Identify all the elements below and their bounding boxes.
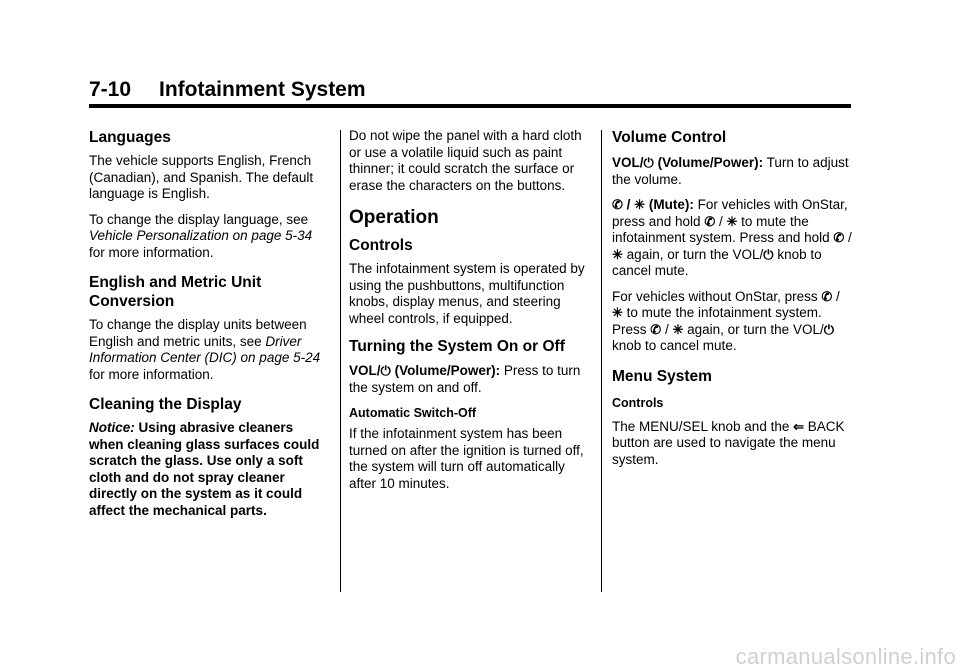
volume-control-heading: Volume Control <box>612 129 727 146</box>
cleaning-heading: Cleaning the Display <box>89 396 242 413</box>
watermark: carmanualsonline.info <box>735 644 956 669</box>
menu-system-heading: Menu System <box>612 367 712 385</box>
languages-heading: Languages <box>89 129 171 146</box>
wipe-paragraph: Do not wipe the panel with a hard cloth or use a volatile liquid such as paint thinner; it could scratch the surface or erase the characters on the buttons. <box>349 128 582 193</box>
power-icon: ⏻ <box>643 155 654 170</box>
back-arrow-icon: ⇐ <box>793 418 805 434</box>
auto-switch-off-paragraph: If the infotainment system has been turned on after the ignition is turned off, the system will turn off automatically after 10 minutes. <box>349 426 584 491</box>
phone-icon: ✆ <box>650 321 662 337</box>
units-heading: English and Metric Unit Conversion <box>89 274 262 310</box>
turning-heading: Turning the System On or Off <box>349 338 565 355</box>
notice-label: Notice: <box>89 420 135 435</box>
languages-paragraph-1: The vehicle supports English, French (Canadian), and Spanish. The default language is English. <box>89 153 314 201</box>
column-2 <box>349 128 591 492</box>
header-rule <box>89 104 851 108</box>
mute-paragraph: ✆ / ✳ (Mute): For vehicles with OnStar, press and hold ✆ / ✳ to mute the infotainment system. Press and hold ✆ / ✳ again, or turn the VOL/⏻ knob to cancel mute. <box>612 197 852 278</box>
operation-heading: Operation <box>349 207 439 228</box>
phone-icon: ✆ <box>612 197 623 212</box>
mute-icon: ✳ <box>672 321 684 337</box>
page-title: Infotainment System <box>159 78 366 101</box>
controls-heading: Controls <box>349 237 413 254</box>
phone-icon: ✆ <box>833 230 845 245</box>
units-paragraph: To change the display units between English and metric units, see Driver Information Center (DIC) on page 5-24 for more information. <box>89 317 321 382</box>
no-onstar-paragraph: For vehicles without OnStar, press ✆ / ✳ to mute the infotainment system. Press ✆ / ✳ again, or turn the VOL/⏻ knob to cancel mute. <box>612 288 840 353</box>
cross-reference-link[interactable]: Driver Information Center (DIC) on page 5-24 <box>89 333 321 365</box>
mute-icon: ✳ <box>612 246 623 262</box>
vol-knob-paragraph: VOL/⏻ (Volume/Power): Turn to adjust the volume. <box>612 155 849 187</box>
notice-paragraph: Notice: Using abrasive cleaners when cleaning glass surfaces could scratch the glass. Use only a soft cloth and do not spray cleaner directly on the system as it could affect the mechanical parts. <box>89 420 320 518</box>
column-1 <box>89 128 331 519</box>
column-3 <box>612 128 854 468</box>
auto-switch-off-heading: Automatic Switch-Off <box>349 406 477 420</box>
column-divider-2 <box>601 130 602 592</box>
page-number: 7-10 <box>89 78 132 101</box>
phone-icon: ✆ <box>821 288 833 304</box>
page-header <box>89 78 851 106</box>
mute-icon: ✳ <box>612 305 623 320</box>
column-divider-1 <box>340 130 341 592</box>
mute-icon: ✳ <box>634 197 646 212</box>
mute-icon: ✳ <box>726 213 738 229</box>
controls-paragraph: The infotainment system is operated by using the pushbuttons, multifunction knobs, display menus, and steering wheel controls, if equipped. <box>349 261 585 326</box>
cross-reference-link[interactable]: Vehicle Personalization on page 5-34 <box>89 228 313 243</box>
power-icon: ⏻ <box>380 363 391 378</box>
power-icon: ⏻ <box>823 321 835 337</box>
menu-controls-heading: Controls <box>612 395 664 410</box>
languages-paragraph-2: To change the display language, see Vehicle Personalization on page 5-34 for more information. <box>89 211 313 260</box>
power-icon: ⏻ <box>763 246 774 262</box>
phone-icon: ✆ <box>704 213 716 229</box>
vol-power-paragraph: VOL/⏻ (Volume/Power): Press to turn the system on and off. <box>349 363 581 395</box>
menu-paragraph: The MENU/SEL knob and the ⇐ BACK button are used to navigate the menu system. <box>612 418 845 467</box>
